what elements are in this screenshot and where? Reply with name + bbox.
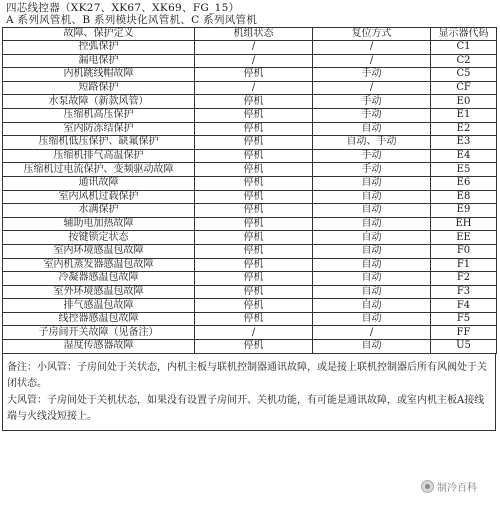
unit-status-cell: 停机 bbox=[195, 272, 313, 286]
display-code-cell: EH bbox=[431, 217, 497, 231]
unit-status-cell: 停机 bbox=[195, 136, 313, 150]
display-code-cell: E8 bbox=[431, 190, 497, 204]
fault-definition-cell: 水满保护 bbox=[3, 204, 195, 218]
reset-method-cell: 自动 bbox=[313, 231, 431, 245]
table-row bbox=[3, 258, 497, 272]
reset-method-cell: 自动 bbox=[313, 176, 431, 190]
reset-method-cell: 自动 bbox=[313, 272, 431, 286]
table-row bbox=[3, 231, 497, 245]
table-row bbox=[3, 176, 497, 190]
header-unit-status: 机组状态 bbox=[195, 28, 313, 41]
table-row bbox=[3, 68, 497, 82]
unit-status-cell: / bbox=[195, 54, 313, 68]
fault-code-document bbox=[2, 2, 496, 431]
display-code-cell: E9 bbox=[431, 204, 497, 218]
fault-definition-cell: 压缩机高压保护 bbox=[3, 108, 195, 122]
unit-status-cell: / bbox=[195, 81, 313, 95]
header-display-code: 显示器代码 bbox=[431, 28, 497, 41]
unit-status-cell: 停机 bbox=[195, 122, 313, 136]
fault-definition-cell: 排气感温包故障 bbox=[3, 299, 195, 313]
reset-method-cell: 手动 bbox=[313, 68, 431, 82]
reset-method-cell: / bbox=[313, 81, 431, 95]
fault-definition-cell: 室外环境感温包故障 bbox=[3, 285, 195, 299]
display-code-cell: E2 bbox=[431, 122, 497, 136]
display-code-cell: E4 bbox=[431, 149, 497, 163]
table-row bbox=[3, 326, 497, 340]
fault-definition-cell: 短路保护 bbox=[3, 81, 195, 95]
fault-definition-cell: 压缩机排气高温保护 bbox=[3, 149, 195, 163]
unit-status-cell: 停机 bbox=[195, 108, 313, 122]
unit-status-cell: 停机 bbox=[195, 204, 313, 218]
fault-code-table bbox=[2, 27, 497, 354]
reset-method-cell: 自动 bbox=[313, 217, 431, 231]
document-subtitle: A 系列风管机、B 系列模块化风管机、C 系列风管机 bbox=[6, 14, 258, 26]
reset-method-cell: 手动 bbox=[313, 95, 431, 109]
table-body bbox=[3, 41, 497, 354]
unit-status-cell: 停机 bbox=[195, 299, 313, 313]
table-row bbox=[3, 340, 497, 354]
fault-definition-cell: 线控器感温包故障 bbox=[3, 312, 195, 326]
unit-status-cell: 停机 bbox=[195, 68, 313, 82]
display-code-cell: E1 bbox=[431, 108, 497, 122]
display-code-cell: E5 bbox=[431, 163, 497, 177]
note-small-duct: 备注：小风管：子房间处于关状态，内机主板与联机控制器通讯故障，或是接上联机控制器后所有风阀处于关闭状态。 bbox=[7, 361, 487, 390]
table-row bbox=[3, 149, 497, 163]
display-code-cell: C1 bbox=[431, 41, 497, 55]
unit-status-cell: / bbox=[195, 41, 313, 55]
table-row bbox=[3, 54, 497, 68]
header-reset-method: 复位方式 bbox=[313, 28, 431, 41]
table-row bbox=[3, 81, 497, 95]
unit-status-cell: 停机 bbox=[195, 312, 313, 326]
table-row bbox=[3, 163, 497, 177]
display-code-cell: F1 bbox=[431, 258, 497, 272]
display-code-cell: E0 bbox=[431, 95, 497, 109]
reset-method-cell: 自动 bbox=[313, 204, 431, 218]
reset-method-cell: 手动 bbox=[313, 149, 431, 163]
table-row bbox=[3, 122, 497, 136]
unit-status-cell: / bbox=[195, 326, 313, 340]
display-code-cell: F2 bbox=[431, 272, 497, 286]
table-row bbox=[3, 108, 497, 122]
unit-status-cell: 停机 bbox=[195, 176, 313, 190]
table-row bbox=[3, 285, 497, 299]
table-row bbox=[3, 41, 497, 55]
display-code-cell: CF bbox=[431, 81, 497, 95]
reset-method-cell: 自动 bbox=[313, 244, 431, 258]
display-code-cell: C2 bbox=[431, 54, 497, 68]
fault-definition-cell: 辅助电加热故障 bbox=[3, 217, 195, 231]
note-large-duct: 大风管：子房间处于关机状态，如果没有设置子房间开、关机功能，有可能是通讯故障，或室内机主板A接线端与火线没短接上。 bbox=[7, 394, 485, 423]
unit-status-cell: 停机 bbox=[195, 340, 313, 354]
reset-method-cell: 自动、手动 bbox=[313, 136, 431, 150]
display-code-cell: F5 bbox=[431, 312, 497, 326]
reset-method-cell: 自动 bbox=[313, 285, 431, 299]
fault-definition-cell: 通讯故障 bbox=[3, 176, 195, 190]
table-header-row bbox=[3, 28, 497, 41]
unit-status-cell: 停机 bbox=[195, 217, 313, 231]
fault-definition-cell: 漏电保护 bbox=[3, 54, 195, 68]
unit-status-cell: 停机 bbox=[195, 244, 313, 258]
fault-definition-cell: 湿度传感器故障 bbox=[3, 340, 195, 354]
fault-definition-cell: 控弧保护 bbox=[3, 41, 195, 55]
fault-definition-cell: 子房间开关故障（见备注） bbox=[3, 326, 195, 340]
reset-method-cell: / bbox=[313, 326, 431, 340]
table-row bbox=[3, 244, 497, 258]
table-row bbox=[3, 95, 497, 109]
fault-definition-cell: 冷凝器感温包故障 bbox=[3, 272, 195, 286]
fault-definition-cell: 室内防冻结保护 bbox=[3, 122, 195, 136]
unit-status-cell: 停机 bbox=[195, 95, 313, 109]
table-row bbox=[3, 299, 497, 313]
fault-definition-cell: 压缩机低压保护、缺氟保护 bbox=[3, 136, 195, 150]
reset-method-cell: 自动 bbox=[313, 312, 431, 326]
table-row bbox=[3, 136, 497, 150]
reset-method-cell: 手动 bbox=[313, 163, 431, 177]
reset-method-cell: 自动 bbox=[313, 258, 431, 272]
display-code-cell: F3 bbox=[431, 285, 497, 299]
display-code-cell: E6 bbox=[431, 176, 497, 190]
table-row bbox=[3, 217, 497, 231]
reset-method-cell: 自动 bbox=[313, 122, 431, 136]
display-code-cell: C5 bbox=[431, 68, 497, 82]
document-title: 四芯线控器（XK27、XK67、XK69、FG_15） bbox=[6, 2, 240, 14]
display-code-cell: E3 bbox=[431, 136, 497, 150]
unit-status-cell: 停机 bbox=[195, 231, 313, 245]
display-code-cell: U5 bbox=[431, 340, 497, 354]
notes-section bbox=[2, 354, 496, 431]
fault-definition-cell: 按键锁定状态 bbox=[3, 231, 195, 245]
table-row bbox=[3, 204, 497, 218]
fault-definition-cell: 室内环境感温包故障 bbox=[3, 244, 195, 258]
reset-method-cell: 自动 bbox=[313, 299, 431, 313]
display-code-cell: F4 bbox=[431, 299, 497, 313]
table-row bbox=[3, 272, 497, 286]
fault-definition-cell: 内机跳线帽故障 bbox=[3, 68, 195, 82]
reset-method-cell: / bbox=[313, 54, 431, 68]
reset-method-cell: / bbox=[313, 41, 431, 55]
fault-definition-cell: 室内机蒸发器感温包故障 bbox=[3, 258, 195, 272]
table-row bbox=[3, 190, 497, 204]
unit-status-cell: 停机 bbox=[195, 149, 313, 163]
reset-method-cell: 自动 bbox=[313, 190, 431, 204]
watermark-text: 制冷百科 bbox=[437, 483, 477, 494]
fault-definition-cell: 压缩机过电流保护、变频驱动故障 bbox=[3, 163, 195, 177]
reset-method-cell: 手动 bbox=[313, 108, 431, 122]
reset-method-cell: 自动 bbox=[313, 340, 431, 354]
fault-definition-cell: 室内风机过载保护 bbox=[3, 190, 195, 204]
watermark bbox=[418, 478, 480, 495]
unit-status-cell: 停机 bbox=[195, 190, 313, 204]
display-code-cell: EE bbox=[431, 231, 497, 245]
unit-status-cell: 停机 bbox=[195, 258, 313, 272]
unit-status-cell: 停机 bbox=[195, 285, 313, 299]
table-row bbox=[3, 312, 497, 326]
header-fault-definition: 故障、保护定义 bbox=[3, 28, 195, 41]
display-code-cell: F0 bbox=[431, 244, 497, 258]
fault-definition-cell: 水泵故障（新款风管） bbox=[3, 95, 195, 109]
display-code-cell: FF bbox=[431, 326, 497, 340]
wechat-logo-icon bbox=[421, 480, 434, 493]
unit-status-cell: 停机 bbox=[195, 163, 313, 177]
